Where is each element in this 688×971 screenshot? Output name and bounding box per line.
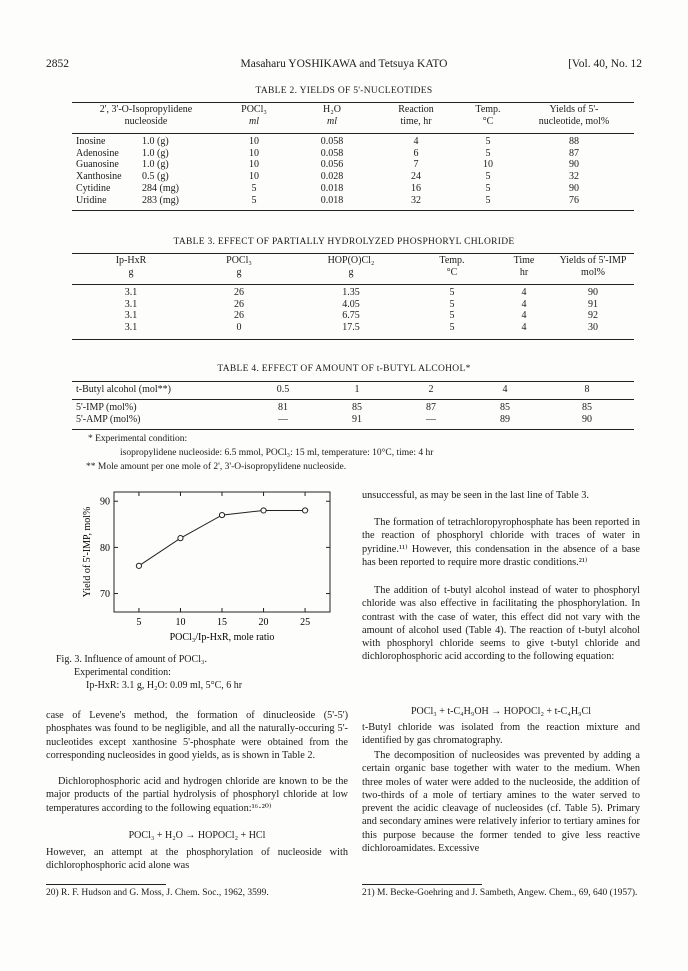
- table2-header-row: [76, 104, 632, 127]
- table-cell: 5: [485, 194, 491, 206]
- table4-header-cell: 8: [584, 384, 590, 395]
- table-cell: 5: [251, 194, 257, 206]
- y-axis-label: Yield of 5'-IMP, mol%: [82, 506, 93, 598]
- table-cell: —: [278, 413, 288, 425]
- table-cell: 87: [569, 147, 579, 159]
- table2-header-cell: POCl₃ ml: [241, 104, 267, 127]
- table4-note1: * Experimental condition:: [88, 434, 188, 444]
- table4: [76, 384, 632, 396]
- table-cell: 4: [521, 322, 527, 334]
- table4-header-cell: 2: [428, 384, 434, 395]
- table-cell: 0.5 (g): [142, 171, 169, 183]
- table-cell: 30: [588, 322, 598, 334]
- table-cell: 1.0 (g): [142, 136, 169, 147]
- table-cell: 16: [411, 182, 421, 194]
- right-footnote-rule: [362, 884, 482, 885]
- x-tick-label: 20: [258, 617, 269, 628]
- table-cell: 10: [249, 147, 259, 159]
- table3-header-cell: POCl₃ g: [226, 255, 252, 278]
- table-cell: 5: [485, 136, 491, 147]
- x-tick-label: 10: [175, 617, 186, 628]
- left-paragraph-1: case of Levene's method, the formation of dinucleoside (5'-5') phosphates was found to be negligible, and all the naturally-occuring 5'-nucleotides except xanthosine 5'-phosphate were obtained from the corresponding nucleosides in good yields, as is shown in Table 2.: [46, 710, 348, 761]
- table-cell: 7: [413, 159, 419, 171]
- table-cell: 90: [582, 413, 592, 425]
- table-cell: 10: [249, 171, 259, 183]
- table4-top-rule: [72, 381, 634, 382]
- table-cell: 4.05: [342, 298, 360, 310]
- table-cell: 4: [521, 298, 527, 310]
- table-cell: 3.1: [124, 287, 138, 298]
- table-cell: Inosine: [76, 136, 106, 147]
- table-cell: 10: [483, 159, 493, 171]
- table-cell: 5: [449, 310, 455, 322]
- x-tick-label: 5: [136, 617, 142, 628]
- table2-top-rule: [72, 102, 634, 103]
- data-point: [178, 536, 183, 541]
- table2-header-rule: [72, 133, 634, 134]
- table-cell: 90: [569, 182, 579, 194]
- table2-bottom-rule: [72, 210, 634, 211]
- table2-caption: TABLE 2. YIELDS OF 5'-NUCLEOTIDES: [255, 86, 433, 96]
- table3: [76, 255, 632, 278]
- fig3-caption-title: Fig. 3. Influence of amount of POCl₃.: [56, 654, 207, 665]
- table-cell: 5: [449, 322, 455, 334]
- table-cell: 90: [588, 287, 598, 298]
- right-paragraph-5: The decomposition of nucleosides was prevented by adding a certain organic base together with water to the medium. When three moles of water were added to the nucleoside, the addition of two-thirds of a mole of tertiary amines to the water served to prevent the acidic cleavage of nucleosides (cf. Table 5). Primary and secondary amines were relatively inferior to tertiary amines for this purpose because the former tended to give less reactive dichloroamidates. Excessive: [362, 750, 640, 855]
- table-cell: 85: [582, 402, 592, 413]
- fig3-caption-condition: Experimental condition:: [74, 667, 171, 678]
- table-cell: 0.058: [320, 136, 344, 147]
- table3-header-cell: Time hr: [513, 255, 535, 278]
- table-cell: 89: [500, 413, 510, 425]
- table2: [76, 104, 632, 127]
- table-cell: Adenosine: [76, 147, 119, 159]
- table-cell: 26: [234, 310, 244, 322]
- table-cell: 3.1: [124, 322, 138, 334]
- table-cell: 1.0 (g): [142, 147, 169, 159]
- table4-body: [76, 402, 632, 425]
- table-cell: 4: [521, 310, 527, 322]
- fig3-caption-detail: Ip-HxR: 3.1 g, H₂O: 0.09 ml, 5°C, 6 hr: [86, 680, 243, 691]
- table2-header-cell: Temp. °C: [475, 104, 501, 127]
- x-tick-label: 25: [300, 617, 311, 628]
- table-cell: 17.5: [342, 322, 360, 334]
- table-cell: 24: [411, 171, 421, 183]
- table2-header-cell: Reaction time, hr: [398, 104, 434, 127]
- table-row: [76, 299, 632, 311]
- table-row: [76, 148, 632, 160]
- table-cell: 32: [411, 194, 421, 206]
- table-cell: Uridine: [76, 194, 107, 206]
- table4-header-row: [76, 384, 632, 396]
- series-line: [139, 510, 305, 565]
- table-row: [76, 322, 632, 334]
- table-cell: 10: [249, 136, 259, 147]
- table2-header-cell: H₂O ml: [323, 104, 341, 127]
- x-tick-label: 15: [217, 617, 227, 628]
- data-point: [136, 563, 141, 568]
- table-cell: 6: [413, 147, 419, 159]
- data-point: [219, 512, 224, 517]
- left-paragraph-2: Dichlorophosphoric acid and hydrogen chloride are known to be the major products of the partial hydrolysis of phosphoryl chloride at low temperatures according to the following equation:¹⁶·²⁰⁾: [46, 776, 348, 814]
- table-row: [76, 195, 632, 207]
- table-cell: 0.056: [320, 159, 344, 171]
- table3-top-rule: [72, 253, 634, 254]
- left-paragraph-3: However, an attempt at the phosphorylation of nucleoside with dichlorophosphoric acid alone was: [46, 847, 348, 872]
- table2-body: [76, 136, 632, 206]
- table-row: [76, 136, 632, 148]
- table-cell: 91: [588, 298, 598, 310]
- table-cell: 26: [234, 287, 244, 298]
- table3-header-row: [76, 255, 632, 278]
- table-cell: 91: [352, 413, 362, 425]
- table3-bottom-rule: [72, 339, 634, 340]
- right-paragraph-4: t-Butyl chloride was isolated from the reaction mixture and identified by gas chromatography.: [362, 722, 640, 747]
- table-cell: 5: [485, 182, 491, 194]
- table-cell: 1.0 (g): [142, 159, 169, 171]
- table-cell: 0.018: [320, 182, 344, 194]
- table-cell: 76: [569, 194, 579, 206]
- table-row: [76, 402, 632, 414]
- table3-header-cell: Temp. °C: [439, 255, 465, 278]
- table-cell: Cytidine: [76, 182, 111, 194]
- table-row-label: 5'-IMP (mol%): [76, 402, 137, 413]
- table4-header-cell: 4: [502, 384, 508, 395]
- table4-header-cell: 0.5: [276, 384, 290, 395]
- table-cell: 85: [500, 402, 510, 413]
- table-cell: 5: [251, 182, 257, 194]
- table-row: [76, 414, 632, 426]
- table4-header-rule: [72, 399, 634, 400]
- table-cell: 85: [352, 402, 362, 413]
- table4-bottom-rule: [72, 429, 634, 430]
- table-cell: 32: [569, 171, 579, 183]
- table-cell: 5: [449, 287, 455, 298]
- table-cell: 90: [569, 159, 579, 171]
- table-cell: 10: [249, 159, 259, 171]
- table-cell: 26: [234, 298, 244, 310]
- table-cell: 5: [485, 147, 491, 159]
- table-cell: 5: [449, 298, 455, 310]
- table-cell: 1.35: [342, 287, 360, 298]
- table4-header-label: t-Butyl alcohol (mol**): [76, 384, 171, 395]
- table-cell: 4: [521, 287, 527, 298]
- table-cell: 3.1: [124, 298, 138, 310]
- table-cell: 3.1: [124, 310, 138, 322]
- right-paragraph-2: The formation of tetrachloropyrophosphate has been reported in the reaction of phosphoryl chloride with traces of water in pyridine.¹¹⁾ However, this condensation in the absence of a base has been reported to require more drastic conditions.²¹⁾: [362, 517, 640, 568]
- fig3-chart: [40, 480, 340, 650]
- volume-info: [Vol. 40, No. 12: [568, 58, 642, 70]
- table-cell: 0.058: [320, 147, 344, 159]
- table2-header-cell: Yields of 5'- nucleotide, mol%: [538, 104, 610, 127]
- left-footnote: 20) R. F. Hudson and G. Moss, J. Chem. Soc., 1962, 3599.: [46, 888, 269, 898]
- table-row: [76, 171, 632, 183]
- right-footnote: 21) M. Becke-Goehring and J. Sambeth, Angew. Chem., 69, 640 (1957).: [362, 888, 638, 898]
- table-cell: 4: [413, 136, 419, 147]
- table3-caption: TABLE 3. EFFECT OF PARTIALLY HYDROLYZED PHOSPHORYL CHLORIDE: [173, 237, 515, 247]
- table-row: [76, 287, 632, 299]
- table-row: [76, 159, 632, 171]
- running-title: Masaharu YOSHIKAWA and Tetsuya KATO: [240, 58, 448, 70]
- table4-note2: ** Mole amount per one mole of 2', 3'-O-isopropylidene nucleoside.: [86, 462, 347, 472]
- table-cell: 87: [426, 402, 436, 413]
- table-cell: Xanthosine: [76, 171, 122, 183]
- table-cell: 81: [278, 402, 288, 413]
- table-row: [76, 310, 632, 322]
- y-tick-label: 70: [100, 589, 110, 601]
- table-cell: 92: [588, 310, 598, 322]
- table4-header-cell: 1: [354, 384, 360, 395]
- table-cell: 88: [569, 136, 579, 147]
- table-cell: 284 (mg): [142, 182, 179, 194]
- data-point: [302, 508, 307, 513]
- page-number: 2852: [46, 58, 69, 70]
- table-cell: 0.018: [320, 194, 344, 206]
- table4-caption: TABLE 4. EFFECT OF AMOUNT OF t-BUTYL ALCOHOL*: [217, 364, 471, 374]
- table-row: [76, 183, 632, 195]
- table-cell: 283 (mg): [142, 194, 179, 206]
- x-axis-label: POCl₃/Ip-HxR, mole ratio: [169, 632, 275, 643]
- equation-2: POCl₃ + t-C₄H₉OH → HOPOCl₂ + t-C₄H₉Cl: [411, 706, 591, 717]
- y-tick-label: 80: [100, 542, 110, 554]
- table3-header-rule: [72, 284, 634, 285]
- data-point: [261, 508, 266, 513]
- right-paragraph-3: The addition of t-butyl alcohol instead of water to phosphoryl chloride was also effective in facilitating the phosphorylation. In contrast with the case of water, this effect did not vary with the amount of alcohol used (Table 4). The reaction of t-butyl alcohol with phosphoryl chloride seems to give t-butyl chloride and dichlorophosphoric acid according to the following equation:: [362, 585, 640, 663]
- table-cell: 6.75: [342, 310, 360, 322]
- table3-header-cell: HOP(O)Cl₂ g: [327, 255, 375, 278]
- table-cell: Guanosine: [76, 159, 119, 171]
- table4-note1-detail: isopropylidene nucleoside: 6.5 mmol, POCl₃: 15 ml, temperature: 10°C, time: 4 hr: [120, 448, 434, 458]
- table-cell: 0.028: [320, 171, 344, 183]
- table2-header-cell: 2', 3'-O-Isopropylidene nucleoside: [99, 104, 193, 127]
- table3-header-cell: Yields of 5'-IMP mol%: [559, 255, 627, 278]
- table-cell: 5: [485, 171, 491, 183]
- left-footnote-rule: [46, 884, 166, 885]
- table3-body: [76, 287, 632, 334]
- table3-header-cell: Ip-HxR g: [115, 255, 147, 278]
- table-cell: —: [426, 413, 436, 425]
- table-cell: 0: [236, 322, 242, 334]
- right-paragraph-1: unsuccessful, as may be seen in the last line of Table 3.: [362, 490, 589, 501]
- y-tick-label: 90: [100, 496, 110, 508]
- equation-1: POCl₃ + H₂O → HOPOCl₂ + HCl: [128, 830, 266, 841]
- table-row-label: 5'-AMP (mol%): [76, 413, 141, 425]
